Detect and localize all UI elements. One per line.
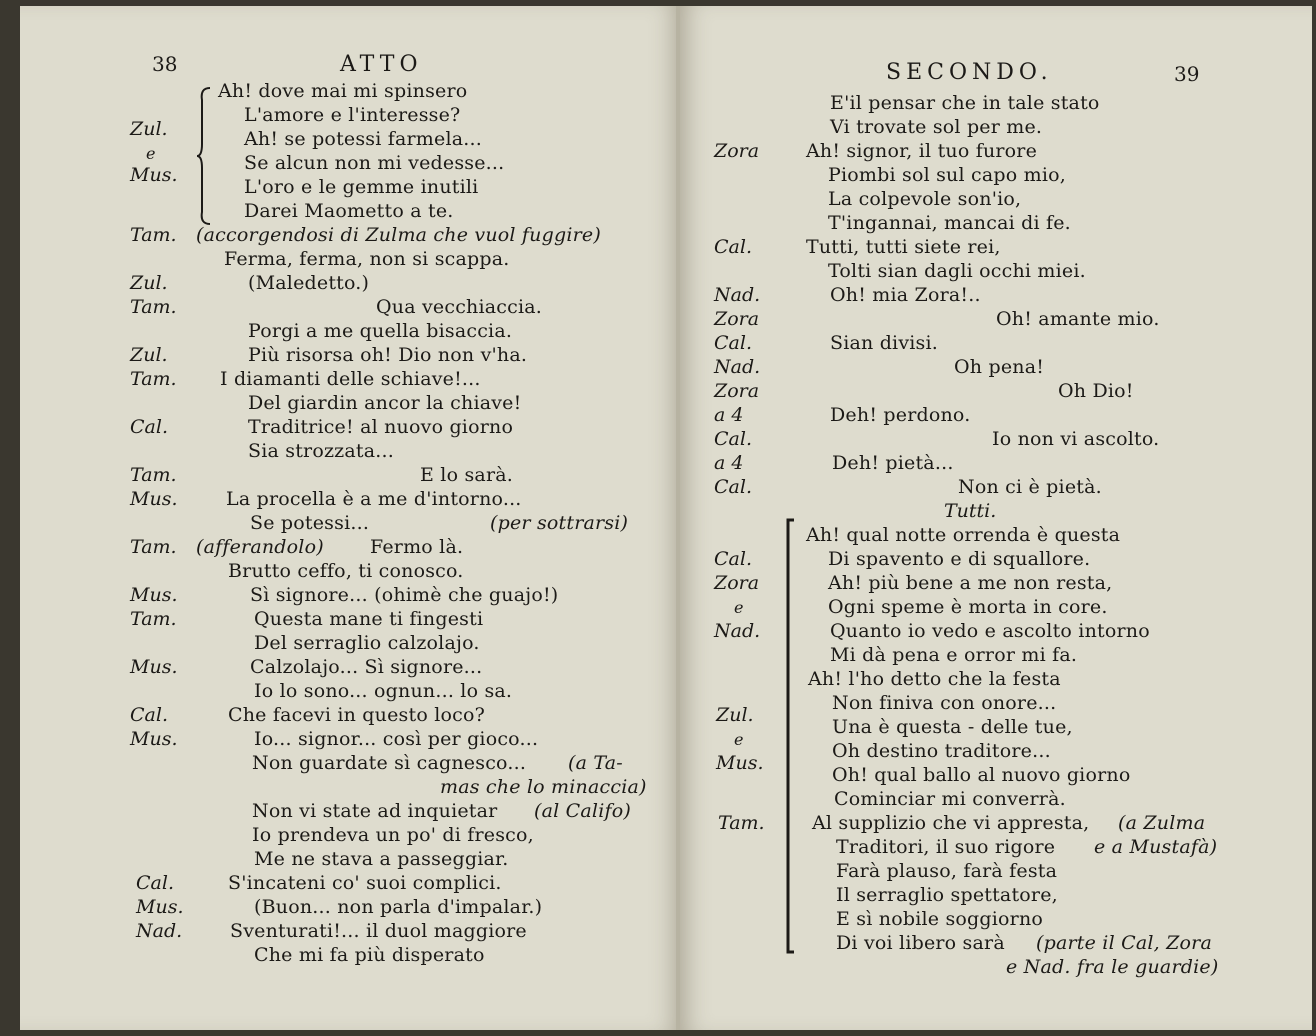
verse-line: La procella è a me d'intorno... [226, 488, 522, 510]
verse-line: Il serraglio spettatore, [836, 884, 1058, 906]
speaker-label: Cal. [714, 236, 752, 258]
verse-line: Brutto ceffo, ti conosco. [228, 560, 464, 582]
verse-line: Mi dà pena e orror mi fa. [830, 644, 1078, 666]
speaker-label: Cal. [714, 548, 752, 570]
verse-line: Oh! qual ballo al nuovo giorno [832, 764, 1131, 786]
stage-direction: e Nad. fra le guardie) [1006, 956, 1219, 978]
verse-line: L'oro e le gemme inutili [244, 176, 479, 198]
verse-line: (Buon... non parla d'impalar.) [254, 896, 543, 918]
verse-line: Sian divisi. [830, 332, 939, 354]
verse-line: Cominciar mi converrà. [834, 788, 1066, 810]
running-header: SECONDO. [886, 60, 1053, 85]
verse-line: Tutti, tutti siete rei, [806, 236, 1001, 258]
verse-line: Che mi fa più disperato [254, 944, 485, 966]
speaker-label: Zul. [716, 704, 754, 726]
verse-line: Ah! l'ho detto che la festa [808, 668, 1061, 690]
speaker-label: Cal. [714, 428, 752, 450]
speaker-label: Nad. [714, 620, 761, 642]
verse-line: Oh pena! [954, 356, 1045, 378]
speaker-label: Mus. [130, 488, 178, 510]
stage-direction: e a Mustafà) [1094, 836, 1218, 858]
verse-line: I diamanti delle schiave!... [220, 368, 481, 390]
verse-line: Non finiva con onore... [832, 692, 1057, 714]
verse-line: E lo sarà. [420, 464, 513, 486]
verse-line: Fermo là. [370, 536, 464, 558]
speaker-label: Tam. [130, 368, 177, 390]
verse-line: Ah! se potessi farmela... [244, 128, 482, 150]
stage-direction: (parte il Cal, Zora [1036, 932, 1212, 954]
verse-line: Di voi libero sarà [836, 932, 1005, 954]
verse-line: Questa mane ti fingesti [254, 608, 484, 630]
verse-line: E'il pensar che in tale stato [830, 92, 1100, 114]
verse-line: Oh! amante mio. [996, 308, 1160, 330]
speaker-label: Cal. [714, 332, 752, 354]
verse-line: Ogni speme è morta in core. [828, 596, 1108, 618]
verse-line: T'ingannai, mancai di fe. [828, 212, 1071, 234]
verse-line: Ah! più bene a me non resta, [828, 572, 1113, 594]
verse-line: Deh! perdono. [830, 404, 971, 426]
speaker-label: Mus. [130, 728, 178, 750]
speaker-label: Tutti. [944, 500, 997, 522]
speaker-label: Mus. [136, 896, 184, 918]
verse-line: Darei Maometto a te. [244, 200, 454, 222]
left-page [20, 6, 680, 1030]
curly-brace [196, 86, 212, 226]
verse-line: Oh Dio! [1058, 380, 1134, 402]
verse-line: Al supplizio che vi appresta, [812, 812, 1090, 834]
verse-line: Ah! dove mai mi spinsero [218, 80, 468, 102]
speaker-label: Zora [714, 572, 760, 594]
page-number: 39 [1174, 62, 1200, 86]
speaker-label: a 4 [714, 452, 744, 474]
speaker-label: Zora [714, 308, 760, 330]
verse-line: Sventurati!... il duol maggiore [230, 920, 527, 942]
verse-line: Me ne stava a passeggiar. [254, 848, 509, 870]
verse-line: Traditrice! al nuovo giorno [248, 416, 514, 438]
verse-line: Io prendeva un po' di fresco, [252, 824, 534, 846]
verse-line: Se potessi... [250, 512, 370, 534]
speaker-label: Mus. [716, 752, 764, 774]
speaker-label: Mus. [130, 656, 178, 678]
speaker-label: Tam. [130, 608, 177, 630]
verse-line: Del serraglio calzolajo. [254, 632, 480, 654]
verse-line: Sì signore... (ohimè che guajo!) [250, 584, 559, 606]
stage-direction: (per sottrarsi) [490, 512, 629, 534]
verse-line: Non ci è pietà. [958, 476, 1102, 498]
verse-line: Qua vecchiaccia. [376, 296, 543, 318]
verse-line: L'amore e l'interesse? [244, 104, 461, 126]
verse-line: Sia strozzata... [248, 440, 394, 462]
verse-line: Del giardin ancor la chiave! [248, 392, 522, 414]
stage-direction: (afferandolo) [196, 536, 324, 558]
verse-line: Ferma, ferma, non si scappa. [224, 248, 510, 270]
speaker-label: Nad. [714, 356, 761, 378]
verse-line: Tolti sian dagli occhi miei. [828, 260, 1086, 282]
verse-line: Non vi state ad inquietar [252, 800, 498, 822]
verse-line: Vi trovate sol per me. [830, 116, 1043, 138]
verse-line: Traditori, il suo rigore [836, 836, 1056, 858]
verse-line: Di spavento e di squallore. [828, 548, 1091, 570]
verse-line: Porgi a me quella bisaccia. [248, 320, 513, 342]
stage-direction: (a Zulma [1118, 812, 1206, 834]
speaker-label: Tam. [130, 536, 177, 558]
stage-direction: (accorgendosi di Zulma che vuol fuggire) [196, 224, 601, 246]
speaker-label: Cal. [714, 476, 752, 498]
stage-direction: (a Ta- [568, 752, 623, 774]
speaker-label: Nad. [714, 284, 761, 306]
verse-line: Ah! qual notte orrenda è questa [806, 524, 1121, 546]
verse-line: (Maledetto.) [248, 272, 370, 294]
verse-line: Piombi sol sul capo mio, [828, 164, 1066, 186]
speaker-conjunction: e [146, 144, 156, 163]
speaker-label: Cal. [130, 704, 168, 726]
stage-direction: (al Califo) [534, 800, 631, 822]
verse-line: Quanto io vedo e ascolto intorno [830, 620, 1150, 642]
speaker-label: Cal. [130, 416, 168, 438]
right-page [680, 6, 1312, 1030]
speaker-label: Zul. [130, 118, 168, 140]
speaker-label: Zul. [130, 272, 168, 294]
verse-line: Farà plauso, farà festa [836, 860, 1058, 882]
speaker-label: Zora [714, 140, 760, 162]
verse-line: Oh destino traditore... [832, 740, 1051, 762]
bracket-line [784, 518, 796, 954]
speaker-label: Nad. [136, 920, 183, 942]
speaker-label: a 4 [714, 404, 744, 426]
verse-line: Non guardate sì cagnesco... [252, 752, 527, 774]
speaker-label: Zora [714, 380, 760, 402]
speaker-conjunction: e [734, 598, 744, 617]
stage-direction: mas che lo minaccia) [440, 776, 647, 798]
verse-line: Calzolajo... Sì signore... [250, 656, 483, 678]
verse-line: Oh! mia Zora!.. [830, 284, 981, 306]
verse-line: S'incateni co' suoi complici. [228, 872, 502, 894]
verse-line: Più risorsa oh! Dio non v'ha. [248, 344, 528, 366]
verse-line: Ah! signor, il tuo furore [806, 140, 1038, 162]
verse-line: La colpevole son'io, [828, 188, 1022, 210]
page-number: 38 [152, 52, 178, 76]
running-header: ATTO [340, 52, 423, 77]
speaker-label: Tam. [130, 224, 177, 246]
verse-line: Io... signor... così per gioco... [254, 728, 539, 750]
verse-line: Se alcun non mi vedesse... [244, 152, 505, 174]
speaker-label: Cal. [136, 872, 174, 894]
verse-line: Una è questa - delle tue, [832, 716, 1073, 738]
verse-line: E sì nobile soggiorno [836, 908, 1044, 930]
speaker-label: Zul. [130, 344, 168, 366]
verse-line: Che facevi in questo loco? [228, 704, 485, 726]
speaker-label: Mus. [130, 164, 178, 186]
verse-line: Io lo sono... ognun... lo sa. [254, 680, 513, 702]
speaker-label: Tam. [130, 296, 177, 318]
speaker-label: Tam. [718, 812, 765, 834]
speaker-label: Tam. [130, 464, 177, 486]
verse-line: Deh! pietà... [832, 452, 954, 474]
speaker-label: Mus. [130, 584, 178, 606]
verse-line: Io non vi ascolto. [992, 428, 1160, 450]
speaker-conjunction: e [734, 730, 744, 749]
